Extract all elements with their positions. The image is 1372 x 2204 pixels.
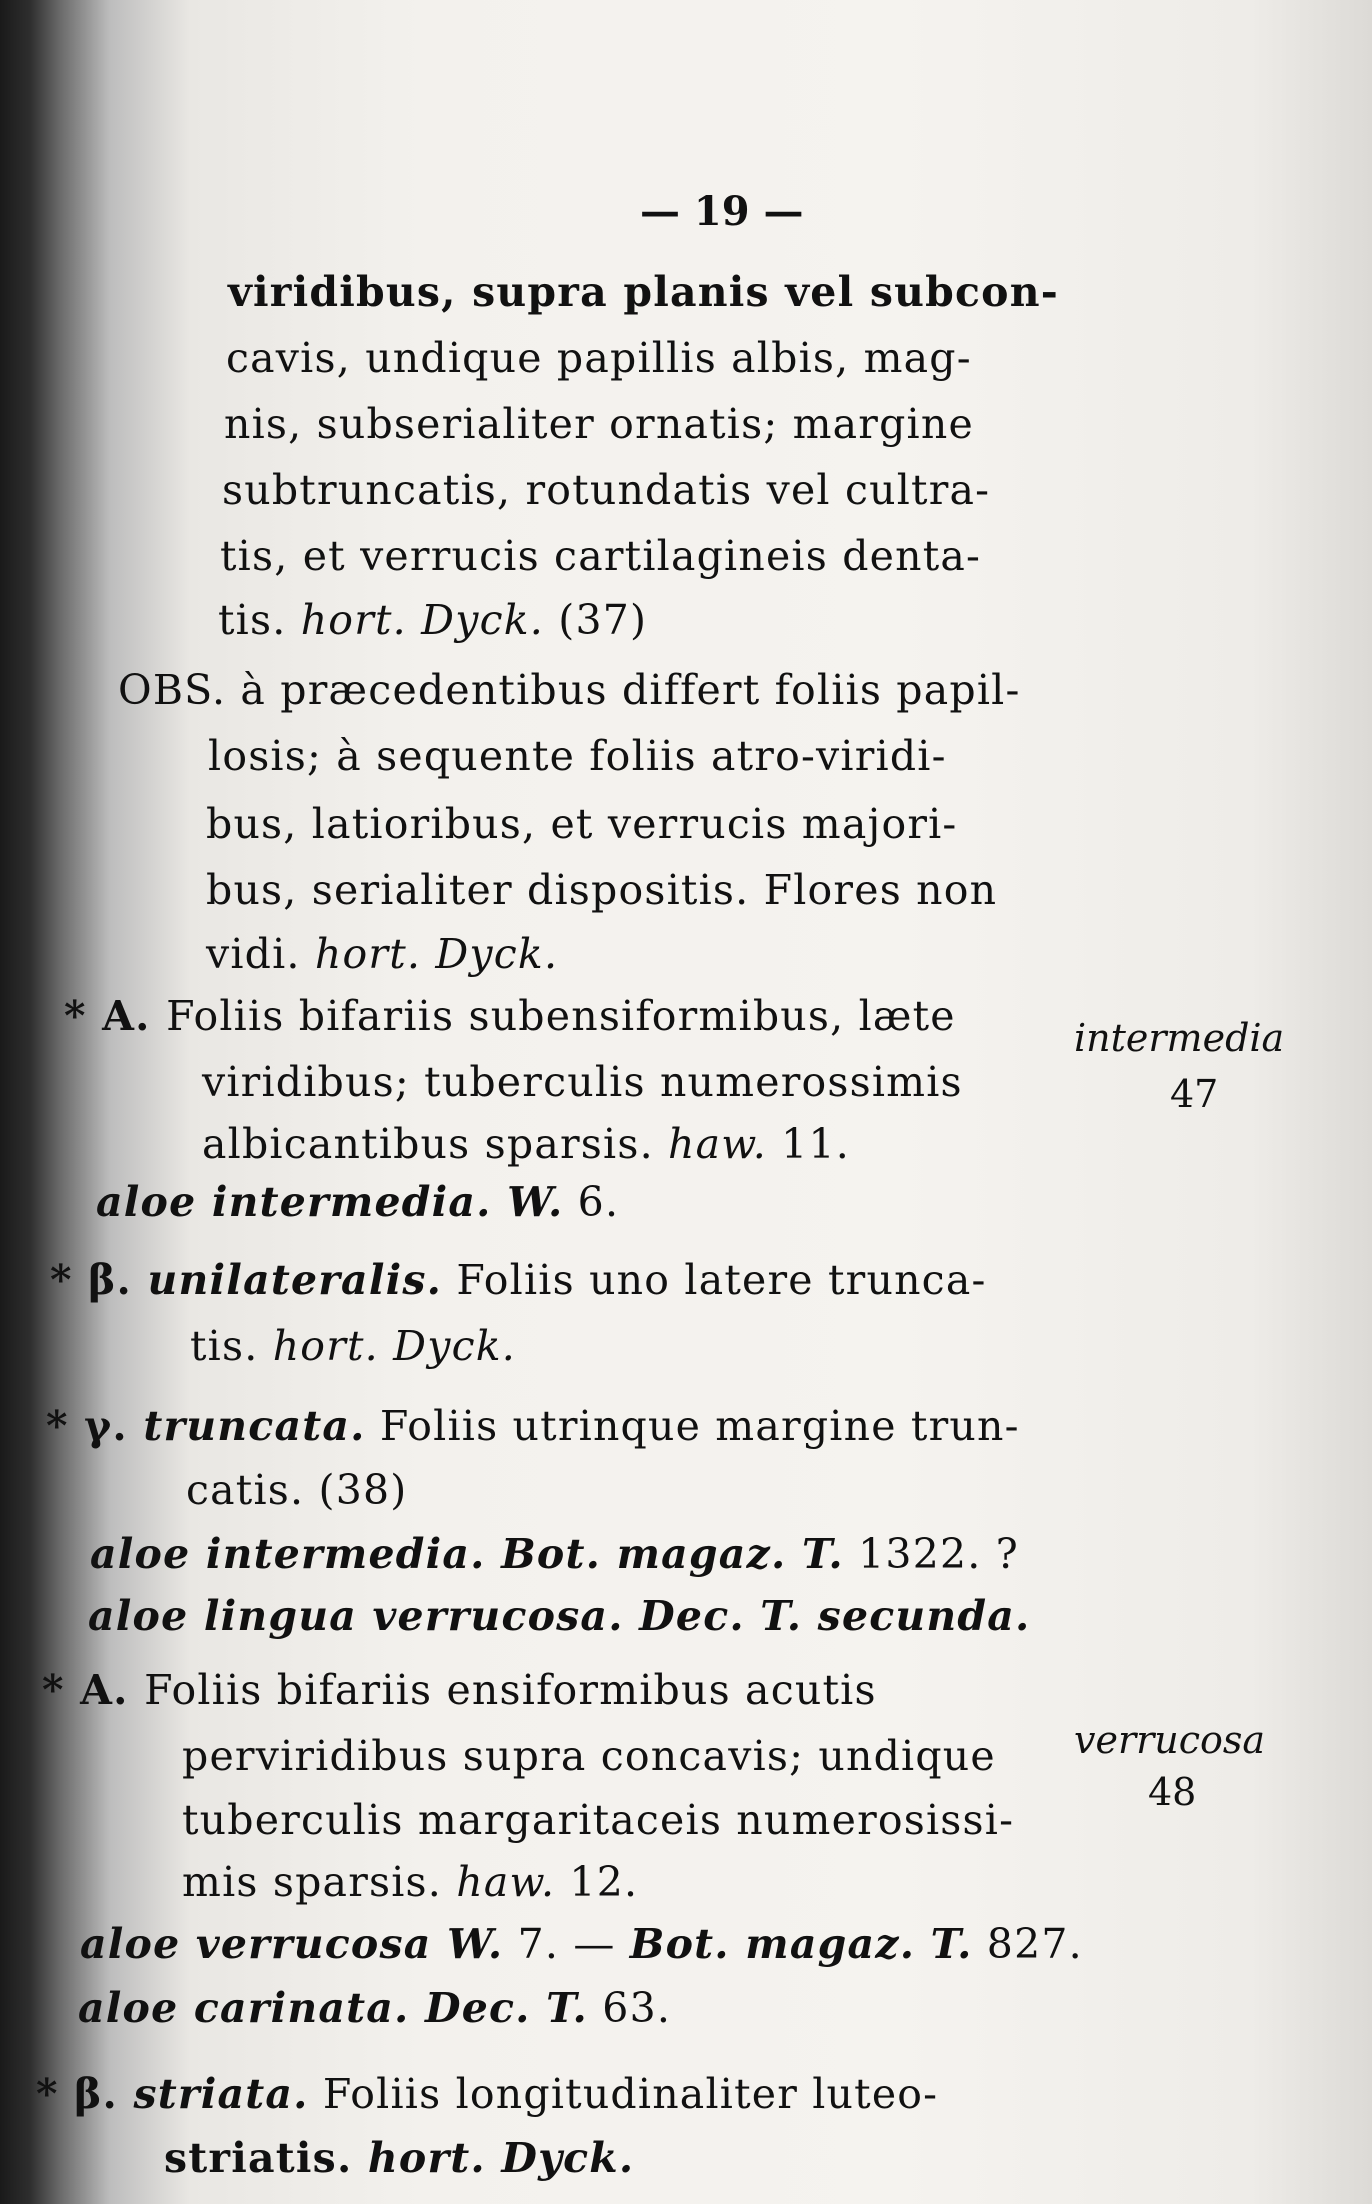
text-line [190,1322,516,1370]
margin-species-name: verrucosa [1074,1718,1266,1762]
variety-marker: * A. [42,1666,145,1714]
text-line-part: striatis. [164,2134,368,2182]
text-line-part: tis. [218,596,301,644]
text-line: perviridibus supra concavis; undique [182,1732,996,1780]
text-line-part: Foliis uno latere trunca- [442,1256,987,1304]
text-line-part: 63. [588,1984,672,2032]
text-line: losis; à sequente foliis atro-viridi- [208,732,947,780]
synonym: aloe verrucosa W. [80,1920,504,1968]
variety-line [36,2070,938,2118]
variety-line [64,992,956,1040]
margin-species-number: 48 [1148,1770,1197,1814]
margin-species-name: intermedia [1074,1016,1285,1060]
variety-marker: * β. [36,2070,134,2118]
text-line-part: vidi. [206,930,315,978]
citation: hort. Dyck. [314,930,559,978]
text-line [206,930,558,978]
text-line-part: albicantibus sparsis. [202,1120,669,1168]
text-line: tis, et verrucis cartilagineis denta- [220,532,982,580]
variety-line [46,1402,1020,1450]
variety-marker: * A. [64,992,167,1040]
synonym: aloe intermedia. W. [96,1178,564,1226]
text-line: catis. (38) [186,1466,408,1514]
text-line [182,1858,638,1906]
text-line-part: Foliis utrinque margine trun- [365,1402,1020,1450]
text-line-part: 12. [555,1858,639,1906]
text-line-part: Foliis bifariis subensiformibus, læte [166,992,956,1040]
text-line-part: tis. [190,1322,273,1370]
synonym-line [96,1178,619,1226]
citation: hort. Dyck. [300,596,545,644]
text-line [202,1120,850,1168]
text-line-part: 827. [972,1920,1083,1968]
synonym-line [80,1920,1083,1968]
variety-marker: * γ. [46,1402,144,1450]
text-line: nis, subserialiter ornatis; margine [224,400,974,448]
citation: haw. [668,1120,767,1168]
text-line-part: 1322. ? [843,1530,1019,1578]
text-line: bus, latioribus, et verrucis majori- [206,800,958,848]
margin-species-number: 47 [1170,1072,1219,1116]
text-line-part: Foliis bifariis ensiformibus acutis [144,1666,877,1714]
text-line: bus, serialiter dispositis. Flores non [206,866,998,914]
variety-name: truncata. [143,1402,366,1450]
text-line: cavis, undique papillis albis, mag- [226,334,972,382]
citation: hort. Dyck. [272,1322,517,1370]
synonym-line: aloe lingua verrucosa. Dec. T. secunda. [88,1592,1031,1640]
synonym-line [90,1530,1019,1578]
text-line: tuberculis margaritaceis numerosissi- [182,1796,1015,1844]
text-line-part: Foliis longitudinaliter luteo- [308,2070,939,2118]
page-number: — 19 — [640,188,804,235]
synonym: aloe intermedia. Bot. magaz. T. [90,1530,844,1578]
variety-marker: * β. [50,1256,148,1304]
text-line: viridibus, supra planis vel subcon- [228,268,1059,316]
text-line [218,596,647,644]
citation: Bot. magaz. T. [629,1920,973,1968]
text-line: subtruncatis, rotundatis vel cultra- [222,466,991,514]
variety-name: unilateralis. [147,1256,443,1304]
synonym-line [78,1984,671,2032]
citation: haw. [456,1858,556,1906]
citation: hort. Dyck. [367,2134,635,2182]
observation-line: OBS. à præcedentibus differt foliis papil- [118,666,1021,714]
variety-name: striata. [133,2070,309,2118]
text-line-part: 6. [563,1178,620,1226]
text-line [164,2134,634,2182]
text-line: viridibus; tuberculis numerossimis [202,1058,963,1106]
text-line-part: mis sparsis. [182,1858,457,1906]
variety-line [42,1666,877,1714]
footnote-ref: (37) [544,596,648,644]
variety-line [50,1256,987,1304]
synonym: aloe carinata. Dec. T. [78,1984,589,2032]
text-line-part: 11. [766,1120,850,1168]
text-line-part: 7. — [503,1920,630,1968]
